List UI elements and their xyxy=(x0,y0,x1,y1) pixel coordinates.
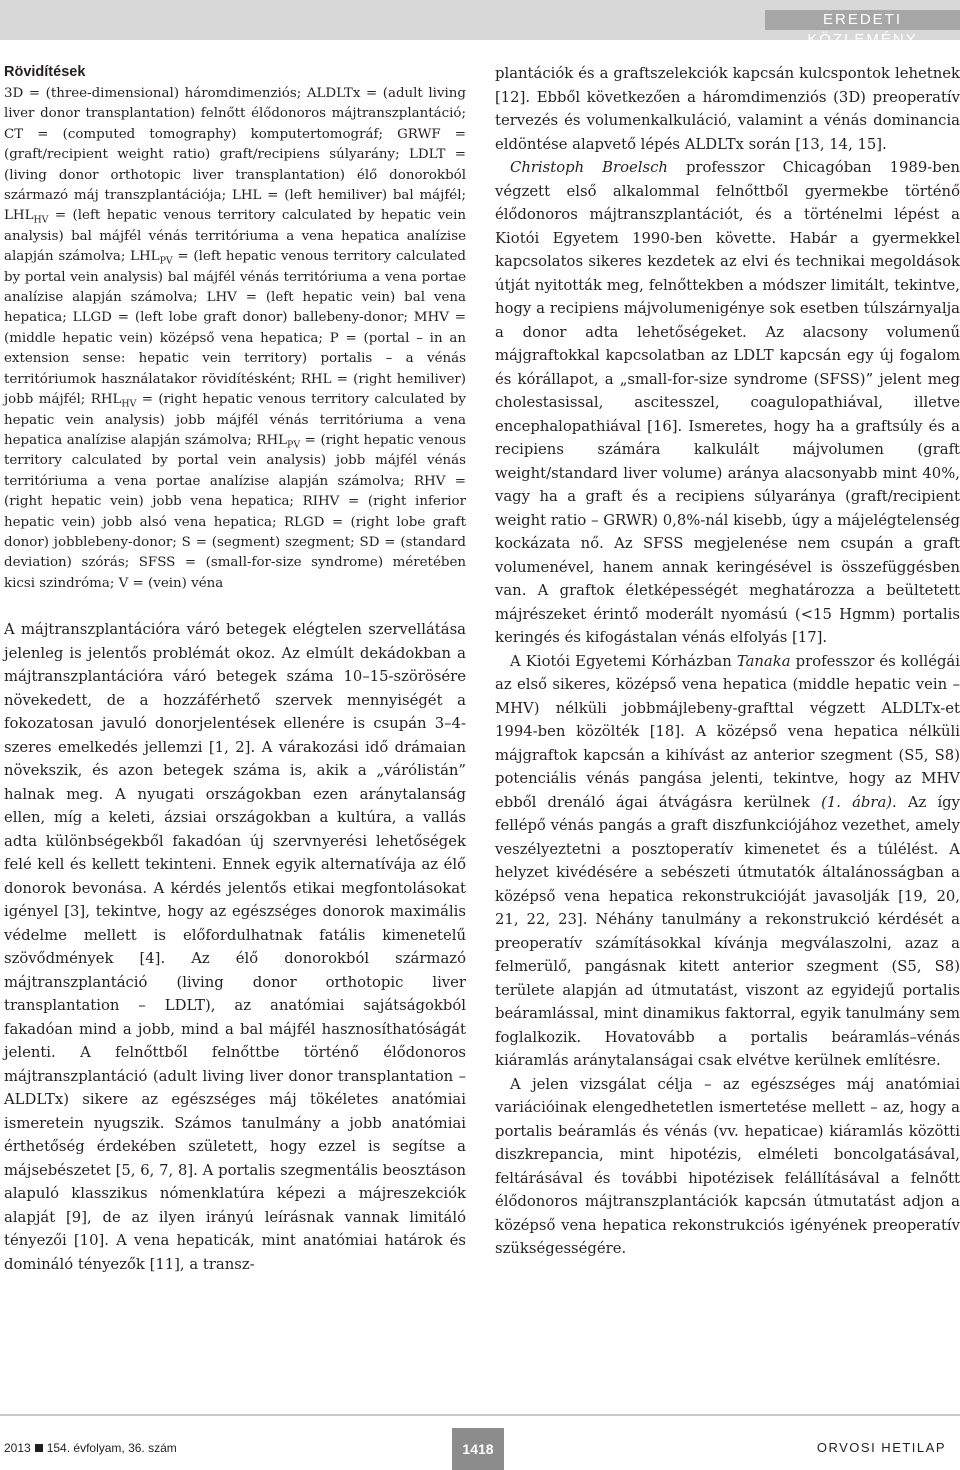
section-label: EREDETI KÖZLEMÉNY xyxy=(765,10,960,30)
footer-rule xyxy=(0,1414,960,1416)
journal-name: ORVOSI HETILAP xyxy=(816,1440,946,1455)
paragraph-1: plantációk és a graftszelekciók kapcsán kulcspontok lehetnek [12]. Ebből következően a háromdimenziós (3D) preoperatív tervezés és volumenkalkuláció, valamint a vénás dominancia eldöntése alapvető lépés ALDLTx során [13, 14, 15]. xyxy=(495,65,960,153)
person-name-tanaka: Tanaka xyxy=(736,652,791,670)
paragraph-3-post: . Az így fellépő vénás pangás a graft diszfunkciójához vezethet, amely veszélyeztetni a posztoperatív kimenetet és a túlélést. A helyzet kivédésére a sebészeti útmutatók általánosságban a középső vena hepatica rekonstrukcióját javasolják [19, 20, 21, 22, 23]. Néhány tanulmány a rekonstrukció kérdését a preoperatív számításokkal kívánja megválaszolni, azaz a felmerülő, pangásnak kitett anterior szegment (S5, S8) területe alapján ad útmutatást, viszont az egyidejű portalis beáramlással, mint dinamikus faktorral, egyik tanulmány sem foglalkozik. Hovatovább a portalis beáramlás–vénás kiáramlás aránytalanságai csak elvétve kerülnek említésre. xyxy=(495,793,960,1069)
abbreviations-text: 3D = (three-dimensional) háromdimenziós; ALDLTx = (adult living liver donor transplantation) felnőtt élődonoros májtranszplantáció; CT = (computed tomography) komputertomográf; GRWF = (graft/recipient weight ratio) graft/recipiens súlyarány; LDLT = (living donor orthotopic liver transplantation) élő donorokból származó máj transzplantációja; LHL = (left hemiliver) bal májfél; $LHL_{HV}$ = (left hepatic venous territory calculated by hepatic vein analysis) bal májfél vénás territóriuma a vena hepatica analízise alapján számolva; $LHL_{PV}$ = (left hepatic venous territory calculated by portal vein analysis) bal májfél vénás territóriuma a vena portae analízise alapján számolva; LHV = (left hepatic vein) bal vena hepatica; LLGD = (left lobe graft donor) ballebeny-donor; MHV = (middle hepatic vein) középső vena hepatica; P = (portal – in an extension sense: hepatic vein territory) portalis – a vénás territóriumok használatakor rövidítésként; RHL = (right hemiliver) jobb májfél; $RHL_{HV}$ = (right hepatic venous territory calculated by hepatic vein analysis) jobb májfél vénás territóriuma a vena hepatica analízise alapján számolva; $RHL_{PV}$ = (right hepatic venous territory calculated by portal vein analysis) jobb májfél vénás territóriuma a vena portae analízise alapján számolva; RHV = (right hepatic vein) jobb vena hepatica; RIHV = (right inferior hepatic vein) jobb alsó vena hepatica; RLGD = (right lobe graft donor) jobblebeny-donor; S = (segment) szegment; SD = (standard deviation) szórás; SFSS = (small-for-size syndrome) méretében kicsi szindróma; V = (vein) véna xyxy=(4,86,467,591)
footer-year: 2013 xyxy=(4,1441,31,1455)
footer-issue xyxy=(4,1441,177,1455)
person-name-broelsch: Christoph Broelsch xyxy=(510,159,668,176)
intro-paragraph: A májtranszplantációra váró betegek elégtelen szervellátása jelenleg is jelentős problémát okoz. Az elmúlt dekádokban a májtranszplantációra váró betegek száma 10–15-szörösére növekedett, de a hozzáférhető szervek mennyiségét a fokozatosan javuló donorjelentések ellenére is csupán 3–4-szeres emelkedés jellemzi [1, 2]. A várakozási idő drámaian növekszik, és azon betegek száma is, akik a „várólistán” halnak meg. A nyugati országokban ezen aránytalanság ellen, míg a keleti, ázsiai országokban a kultúra, a vallás adta különbségekből fakadóan új szervnyerési lehetőségek felé kell és kellett tekinteni. Ennek egyik alternatívája az élő donorok bevonása. A kérdés jelentős etikai megfontolásokat igényel [3], tekintve, hogy az egészséges donorok maximális védelme mellett is előfordulhatnak fatális kimenetelű szövődmények [4]. Az élő donorokból származó májtranszplantáció (living donor orthotopic liver transplantation – LDLT), az anatómiai sajátságokból fakadóan mind a jobb, mind a bal májfél hasznosíthatóságát jelenti. A felnőttből felnőttbe történő élődonoros májtranszplantáció (adult living liver donor transplantation – ALDLTx) sikere az egészséges máj tökéletes anatómiai ismeretein nyugszik. Számos tanulmány a jobb anatómiai érthetőség érdekében született, hogy ezzel is segítse a májsebészetet [5, 6, 7, 8]. A portalis szegmentális beosztáson alapuló klasszikus nómenklatúra képezi a májreszekciók alapját [9], de az ilyen irányú leírásnak vannak limitáló tényezői [10]. A vena hepaticák, mint anatómiai határok és domináló tényezők [11], a transz- xyxy=(4,621,466,1273)
paragraph-2 xyxy=(495,156,960,650)
square-bullet-icon xyxy=(35,1444,43,1452)
footer-volume: 154. évfolyam, 36. szám xyxy=(46,1441,177,1455)
paragraph-3-pre: A Kiotói Egyetemi Kórházban xyxy=(510,652,737,670)
paragraph-3 xyxy=(495,650,960,1073)
paragraph-3-mid: professzor és kollégái az első sikeres, középső vena hepatica (middle hepatic vein – MHV) nélküli jobbmájlebeny-grafttal végzett ALDLTx-et 1994-ben közölték [18]. A középső vena hepatica nélküli májgraftok kapcsán a kihívást az anterior szegment (S5, S8) potenciális vénás pangása jelenti, tekintve, hogy az MHV ebből drenáló ágai átvágásra kerülnek xyxy=(495,652,960,811)
abbreviations-heading: Rövidítések xyxy=(4,64,86,80)
figure-reference: (1. ábra) xyxy=(821,793,893,811)
right-column xyxy=(495,62,960,1261)
page-number: 1418 xyxy=(452,1428,504,1470)
header-bar xyxy=(0,0,960,48)
left-column xyxy=(4,62,466,1276)
paragraph-4: A jelen vizsgálat célja – az egészséges máj anatómiai variációinak elengedhetetlen ismertetése mellett – az, hogy a portalis beáramlás és vénás (vv. hepaticae) kiáramlás közötti diszkrepancia, mint hipotézis, elméleti boncolgatásával, feltárásával és további hipotézisek felállításával a felnőtt élődonoros májtranszplantációk kapcsán útmutatást adjon a középső vena hepatica rekonstrukciós igényének preoperatív szükségességére. xyxy=(495,1075,960,1257)
paragraph-2-text: professzor Chicagóban 1989-ben végzett első alkalommal felnőttből gyermekbe történő élődonoros májtranszplantációt, és a történelmi lépést a Kiotói Egyetem 1990-ben követte. Habár a gyermekkel kapcsolatos sikeres kezdetek az elvi és technikai megoldások útját nyitották meg, felnőttekben a módszer limitált, tekintve, hogy a recipiens májvolumenigénye sok esetben túlszárnyalja a donor adta lehetőségeket. Az alacsony volumenű májgraftokkal kapcsolatban az LDLT kapcsán egy új fogalom és kórállapot, a „small-for-size syndrome (SFSS)” jelent meg cholestasissal, ascitesszel, coagulopathiával, illetve encephalopathiával [16]. Ismeretes, hogy ha a graftsúly és a recipiens számára kalkulált májvolumen (graft weight/standard liver volume) aránya alacsonyabb mint 40%, vagy ha a graft és a recipiens súlyaránya (graft/recipient weight ratio – GRWR) 0,8%-nál kisebb, úgy a májelégtelenség kockázata nő. Az SFSS megjelenése nem csupán a graft volumenével, hanem annak keringésével is összefüggésben van. A graftok életképességét meghatározza a beültetett májrészeket érintő moderált nyomású (<15 Hgmm) portalis keringés és kifogástalan vénás elfolyás [17]. xyxy=(495,159,960,646)
